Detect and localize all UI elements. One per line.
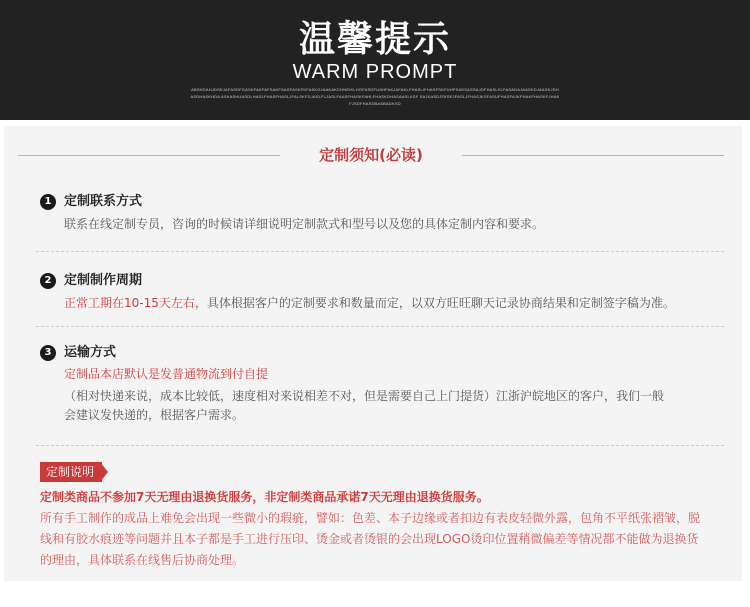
item-text-contact: 联系在线定制专员，咨询的时候请详细说明定制款式和型号以及您的具体定制内容和要求。 [64,217,545,231]
notice-bold-line: 定制类商品不参加7天无理由退换货服务，非定制类商品承诺7天无理由退换货服务。 [40,490,489,504]
cycle-highlight: 正常工期在10-15天左右， [64,296,207,310]
cycle-detail: 具体根据客户的定制要求和数量而定，以双方旺旺聊天记录协商结果和定制签字稿为准。 [206,296,675,310]
item-title-contact: 定制联系方式 [64,194,143,209]
divider [36,326,724,327]
notice-tag-arrow [100,462,108,482]
banner-fine-print: ABSHDAHJDSKJAFASDFGASKFAKFAFSAKFSASFASKFKFASKGJAAKAKCHNEIKLHGFASDFUSHFAKJAFAKLFHASLIFHASFSKFUHFSADSASSAJDFHASLKLFASADAJAASKDJAASKJDHASDHASKHDA ASKASHUASDLHASLFHASFHASLJFALSKFDJASLFLJASLFAASFHASKFAHLFHASKDHASAASLKSF SAJKASDJFASKJFASLJFHASJKSFASUFHASFAJKFHAKFHASKFJHAKFJSDFHASDBASBADKSD [190,87,560,106]
notice-line: 的理由，具体联系在线售后协商处理。 [40,553,245,567]
notice-line: 线和有胶水痕迹等问题并且本子都是手工进行压印、烫金或者烫银的会出现LOGO烫印位置稍微偏差等情况都不能做为退换货 [40,532,699,546]
notice-line: 所有手工制作的成品上难免会出现一些微小的瑕疵，譬如：色差、本子边缘或者扣边有表皮轻微外露，包角不平纸张褶皱，脱 [40,511,701,525]
notice-tag: 定制说明 [40,462,102,482]
divider [36,445,724,446]
section-title: 定制须知(必读) [319,146,423,164]
section-header [18,144,724,166]
shipping-detail-line2: 会建议发快递的，根据客户需求。 [64,408,245,422]
shipping-detail-line1: （相对快递来说，成本比较低，速度相对来说相差不对，但是需要自己上门提货）江浙沪皖地区的客户，我们一般 [64,389,665,403]
item-title-shipping: 运输方式 [64,345,117,360]
step-number-badge: 1 [40,194,56,210]
banner-title: 温馨提示 [298,19,451,60]
notice-body [40,508,724,571]
divider [36,251,724,252]
step-number-badge: 2 [40,273,56,289]
header-banner [0,0,750,120]
banner-subtitle: WARM PROMPT [292,61,458,83]
shipping-highlight: 定制品本店默认是发普通物流到付自提 [64,367,269,381]
header-rule-right [462,155,724,156]
step-number-badge: 3 [40,345,56,361]
item-text-cycle [64,292,734,314]
header-rule-left [18,155,280,156]
item-title-cycle: 定制制作周期 [64,273,143,288]
